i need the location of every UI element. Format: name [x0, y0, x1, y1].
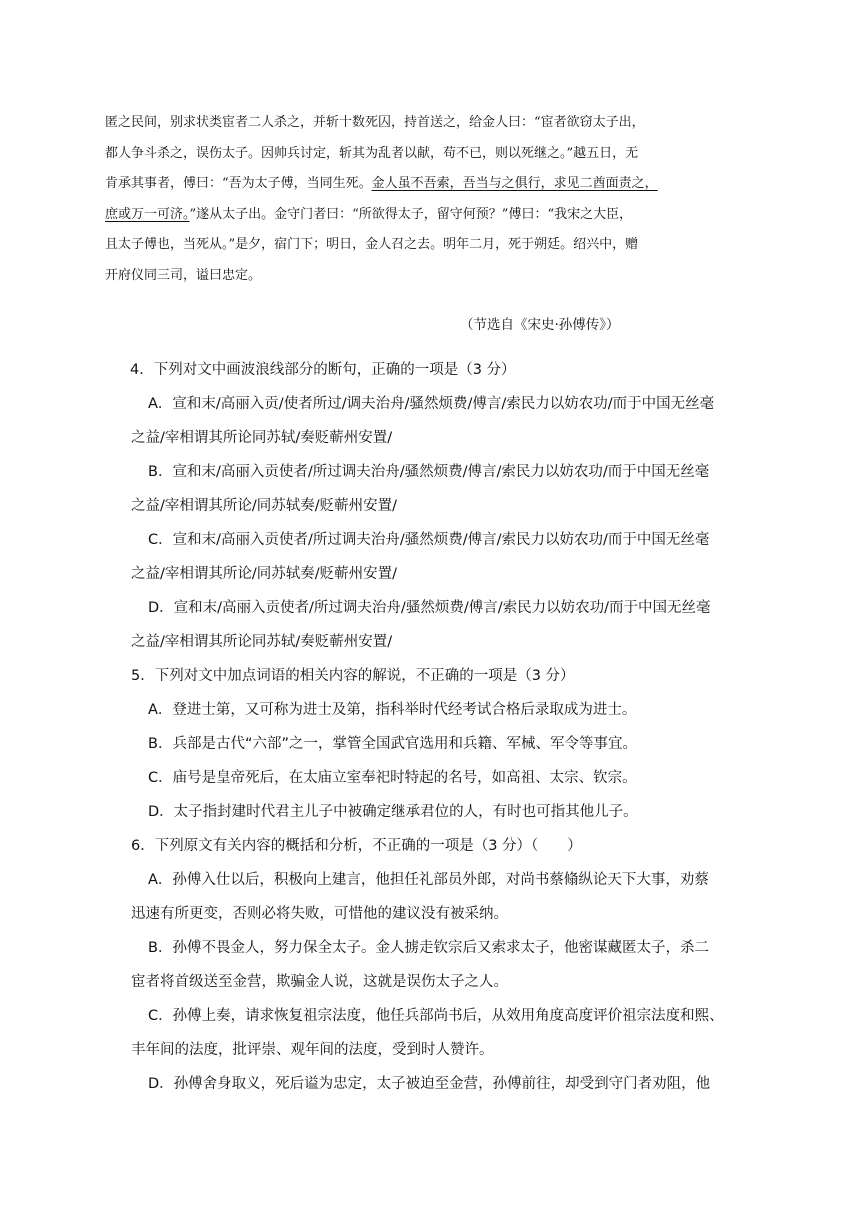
question-6-option-a: A．孙傅入仕以后，积极向上建言，他担任礼部员外郎，对尚书蔡翛纵论天下大事，劝蔡	[148, 872, 709, 888]
question-6-option-b-cont: 宦者将首级送至金营，欺骗金人说，这就是误伤太子之人。	[131, 974, 508, 990]
question-5-option-c: C．庙号是皇帝死后，在太庙立室奉祀时特起的名号，如高祖、太宗、钦宗。	[148, 770, 637, 786]
question-5-option-d: D．太子指封建时代君主儿子中被确定继承君位的人，有时也可指其他儿子。	[148, 804, 638, 820]
question-4-option-c: C．宣和末/高丽入贡使者/所过调夫治舟/骚然烦费/傅言/索民力以妨农功/而于中国无丝毫	[148, 532, 710, 548]
classical-chinese-passage	[105, 108, 741, 291]
question-5-option-b: B．兵部是古代“六部”之一，掌管全国武官选用和兵籍、军械、军令等事宜。	[148, 736, 637, 752]
passage-line: 都人争斗杀之，误伤太子。因帅兵讨定，斩其为乱者以献，苟不已，则以死继之。”越五日，无	[105, 145, 639, 161]
question-6-stem: 6．下列原文有关内容的概括和分析，不正确的一项是（3 分）（ ）	[131, 838, 582, 854]
question-4-option-d-cont: 之益/宰相谓其所论同苏轼/奏贬蕲州安置/	[131, 634, 393, 650]
question-5-stem: 5．下列对文中加点词语的相关内容的解说，不正确的一项是（3 分）	[131, 668, 575, 684]
passage-line: 开府仪同三司，谥曰忠定。	[105, 267, 262, 283]
passage-line: 且太子傅也，当死从。”是夕，宿门下；明日，金人召之去。明年二月，死于朔廷。绍兴中，赠	[105, 237, 639, 252]
question-4-stem: 4．下列对文中画波浪线部分的断句，正确的一项是（3 分）	[130, 362, 516, 378]
question-6-option-c-cont: 丰年间的法度，批评崇、观年间的法度，受到时人赞许。	[131, 1042, 494, 1058]
question-4-option-d: D．宣和末/高丽入贡使者/所过调夫治舟/骚然烦费/傅言/索民力以妨农功/而于中国无丝毫	[148, 600, 711, 616]
question-4-option-b: B．宣和末/高丽入贡使者/所过调夫治舟/骚然烦费/傅言/索民力以妨农功/而于中国无丝毫	[148, 464, 710, 480]
passage-line	[105, 200, 741, 231]
wavy-underlined-passage: 金人虽不吾索，吾当与之俱行，求见二酋面责之，	[371, 176, 658, 191]
question-5-option-a: A．登进士第，又可称为进士及第，指科举时代经考试合格后录取成为进士。	[148, 702, 637, 718]
passage-line: 匿之民间，别求状类宦者二人杀之，并斩十数死囚，持首送之，给金人曰：“宦者欲窃太子出，	[105, 115, 645, 130]
question-4-option-b-cont: 之益/宰相谓其所论/同苏轼奏/贬蕲州安置/	[131, 498, 398, 514]
passage-line	[105, 169, 741, 200]
question-4-option-c-cont: 之益/宰相谓其所论/同苏轼奏/贬蕲州安置/	[131, 566, 398, 582]
passage-text: ”遂从太子出。金守门者曰：“所欲得太子，留守何预？”傅曰：“我宋之大臣，	[189, 206, 633, 222]
passage-text: 肯承其事者，傅曰：“吾为太子傅，当同生死。	[105, 176, 372, 191]
question-6-option-d: D．孙傅舍身取义，死后谥为忠定，太子被迫至金营，孙傅前往，却受到守门者劝阻，他	[148, 1076, 711, 1092]
passage-source-citation: （节选自《宋史·孙傅传》）	[460, 317, 620, 333]
question-6-option-b: B．孙傅不畏金人，努力保全太子。金人掳走钦宗后又索求太子，他密谋藏匿太子，杀二	[148, 940, 709, 956]
question-4-option-a-cont: 之益/宰相谓其所论同苏轼/奏贬蕲州安置/	[131, 430, 393, 446]
wavy-underlined-passage-end: 庶或万一可济。	[105, 206, 190, 222]
question-list	[131, 353, 741, 1101]
question-6-option-c: C．孙傅上奏，请求恢复祖宗法度，他任兵部尚书后，从效用角度高度评价祖宗法度和熙、	[148, 1008, 724, 1024]
question-6-option-a-cont: 迅速有所更变，否则必将失败，可惜他的建议没有被采纳。	[131, 906, 508, 922]
question-4-option-a: A．宣和末/高丽入贡/使者所过/调夫治舟/骚然烦费/傅言/索民力以妨农功/而于中国无丝毫	[148, 396, 715, 412]
